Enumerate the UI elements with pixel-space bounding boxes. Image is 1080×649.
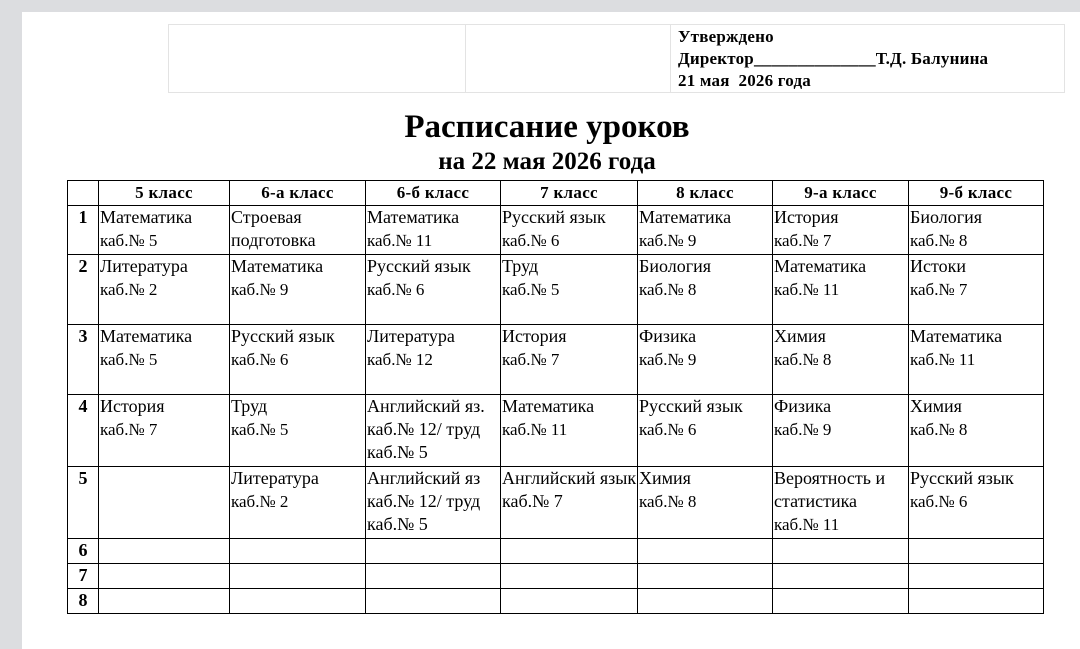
subject-name: Английский яз. каб.№ 12/ труд каб.№ 5 (367, 396, 485, 462)
lesson-cell (773, 395, 909, 467)
lesson-cell (501, 325, 638, 395)
lesson-cell (638, 325, 773, 395)
lesson-cell (501, 255, 638, 325)
subject-name: Химия (639, 468, 691, 488)
table-row (68, 589, 1044, 614)
subject-name: Труд (502, 256, 539, 276)
room-number: каб.№ 11 (910, 350, 976, 369)
room-number: каб.№ 7 (910, 280, 968, 299)
subject-name: Литература (367, 326, 455, 346)
room-number: каб.№ 7 (774, 231, 832, 250)
table-row (68, 255, 1044, 325)
table-row (68, 395, 1044, 467)
room-number: каб.№ 5 (100, 350, 158, 369)
lesson-cell (230, 395, 366, 467)
approval-signature: Директор______________Т.Д. Балунина (678, 49, 989, 68)
subject-name: Русский язык (502, 207, 606, 227)
subject-name: Математика (639, 207, 732, 227)
lesson-cell (909, 206, 1044, 255)
subject-name: Биология (639, 256, 712, 276)
class-header: 9-б класс (909, 181, 1044, 206)
lesson-cell (773, 325, 909, 395)
subject-name: Труд (231, 396, 268, 416)
room-number: каб.№ 6 (367, 280, 425, 299)
subject-name: Английский яз каб.№ 12/ труд каб.№ 5 (367, 468, 481, 534)
room-number: каб.№ 7 (100, 420, 158, 439)
lesson-cell (99, 564, 230, 589)
table-row (68, 325, 1044, 395)
lesson-cell (638, 467, 773, 539)
approval-empty-cell (466, 25, 671, 93)
subject-name: Химия (774, 326, 826, 346)
room-number: каб.№ 6 (639, 420, 697, 439)
lesson-cell (230, 589, 366, 614)
room-number: каб.№ 8 (910, 231, 968, 250)
subject-name: Математика (100, 207, 193, 227)
table-row (68, 206, 1044, 255)
class-header: 6-б класс (366, 181, 501, 206)
lesson-cell (909, 564, 1044, 589)
subject-name: Литература (100, 256, 188, 276)
lesson-cell (773, 539, 909, 564)
lesson-cell (230, 539, 366, 564)
subject-name: Математика (100, 326, 193, 346)
room-number: каб.№ 9 (639, 231, 697, 250)
subject-name: Русский язык (367, 256, 471, 276)
subject-name: Химия (910, 396, 962, 416)
room-number: каб.№ 8 (639, 280, 697, 299)
lesson-number: 2 (68, 255, 99, 325)
page-title: Расписание уроков (404, 109, 690, 145)
class-header: 7 класс (501, 181, 638, 206)
subject-name: Биология (910, 207, 983, 227)
lesson-cell (99, 589, 230, 614)
lesson-cell (909, 325, 1044, 395)
room-number: каб.№ 2 (231, 492, 289, 511)
lesson-cell (501, 539, 638, 564)
lesson-cell (909, 467, 1044, 539)
room-number: каб.№ 11 (502, 420, 568, 439)
table-row (68, 539, 1044, 564)
room-number: каб.№ 5 (502, 280, 560, 299)
lesson-cell (366, 467, 501, 539)
lesson-number: 1 (68, 206, 99, 255)
document-page (22, 12, 1080, 649)
lesson-cell (99, 539, 230, 564)
lesson-number: 6 (68, 539, 99, 564)
lesson-cell (773, 589, 909, 614)
lesson-cell (501, 206, 638, 255)
subject-name: Литература (231, 468, 319, 488)
lesson-cell (773, 206, 909, 255)
lesson-cell (501, 395, 638, 467)
schedule-table (67, 180, 1044, 614)
room-number: каб.№ 11 (774, 280, 840, 299)
approval-header (168, 24, 1065, 93)
room-number: каб.№ 8 (774, 350, 832, 369)
lesson-cell (99, 395, 230, 467)
room-number: каб.№ 8 (639, 492, 697, 511)
approval-block (671, 25, 1065, 93)
subject-name: Математика (231, 256, 324, 276)
approval-date: 21 мая 2026 года (678, 71, 811, 90)
room-number: каб.№ 9 (774, 420, 832, 439)
subject-name: История (100, 396, 165, 416)
lesson-cell (366, 325, 501, 395)
table-row (68, 564, 1044, 589)
room-number: каб.№ 12 (367, 350, 433, 369)
lesson-cell (366, 539, 501, 564)
lesson-cell (501, 564, 638, 589)
approval-label: Утверждено (678, 27, 774, 46)
lesson-cell (230, 325, 366, 395)
lesson-cell (638, 395, 773, 467)
lesson-cell (230, 564, 366, 589)
lesson-cell (99, 467, 230, 539)
lesson-cell (366, 206, 501, 255)
room-number: каб.№ 5 (231, 420, 289, 439)
corner-cell (68, 181, 99, 206)
lesson-number: 8 (68, 589, 99, 614)
room-number: каб.№ 6 (231, 350, 289, 369)
subject-name: Русский язык (639, 396, 743, 416)
room-number: каб.№ 8 (910, 420, 968, 439)
lesson-cell (230, 255, 366, 325)
subject-name: Вероятность и статистика (774, 468, 886, 511)
subject-name: Английский язык каб.№ 7 (502, 468, 637, 511)
room-number: каб.№ 6 (910, 492, 968, 511)
table-row (68, 467, 1044, 539)
lesson-cell (366, 589, 501, 614)
lesson-cell (501, 467, 638, 539)
header-row (68, 181, 1044, 206)
subject-name: Математика (910, 326, 1003, 346)
lesson-cell (773, 467, 909, 539)
subject-name: Русский язык (231, 326, 335, 346)
lesson-cell (638, 206, 773, 255)
subject-name: Математика (367, 207, 460, 227)
lesson-cell (909, 255, 1044, 325)
room-number: каб.№ 5 (100, 231, 158, 250)
subject-name: Истоки (910, 256, 966, 276)
lesson-cell (366, 255, 501, 325)
lesson-cell (773, 564, 909, 589)
lesson-cell (501, 589, 638, 614)
lesson-number: 3 (68, 325, 99, 395)
lesson-cell (909, 539, 1044, 564)
lesson-number: 4 (68, 395, 99, 467)
lesson-cell (773, 255, 909, 325)
subject-name: Физика (639, 326, 697, 346)
subject-name: Физика (774, 396, 832, 416)
lesson-number: 7 (68, 564, 99, 589)
room-number: каб.№ 6 (502, 231, 560, 250)
lesson-cell (366, 395, 501, 467)
class-header: 8 класс (638, 181, 773, 206)
subject-name: Русский язык (910, 468, 1014, 488)
subject-name: История (502, 326, 567, 346)
lesson-cell (230, 467, 366, 539)
approval-empty-cell (169, 25, 466, 93)
lesson-cell (366, 564, 501, 589)
room-number: каб.№ 7 (502, 350, 560, 369)
lesson-cell (909, 395, 1044, 467)
room-number: каб.№ 9 (639, 350, 697, 369)
lesson-cell (638, 255, 773, 325)
room-number: каб.№ 9 (231, 280, 289, 299)
page-subtitle: на 22 мая 2026 года (438, 148, 656, 175)
lesson-number: 5 (68, 467, 99, 539)
class-header: 5 класс (99, 181, 230, 206)
class-header: 9-а класс (773, 181, 909, 206)
lesson-cell (638, 539, 773, 564)
lesson-cell (638, 589, 773, 614)
room-number: каб.№ 2 (100, 280, 158, 299)
subject-name: Строевая подготовка (231, 207, 316, 250)
lesson-cell (909, 589, 1044, 614)
subject-name: История (774, 207, 839, 227)
room-number: каб.№ 11 (367, 231, 433, 250)
lesson-cell (99, 206, 230, 255)
subject-name: Математика (774, 256, 867, 276)
lesson-cell (230, 206, 366, 255)
subject-name: Математика (502, 396, 595, 416)
lesson-cell (99, 325, 230, 395)
room-number: каб.№ 11 (774, 515, 840, 534)
lesson-cell (638, 564, 773, 589)
class-header: 6-а класс (230, 181, 366, 206)
lesson-cell (99, 255, 230, 325)
